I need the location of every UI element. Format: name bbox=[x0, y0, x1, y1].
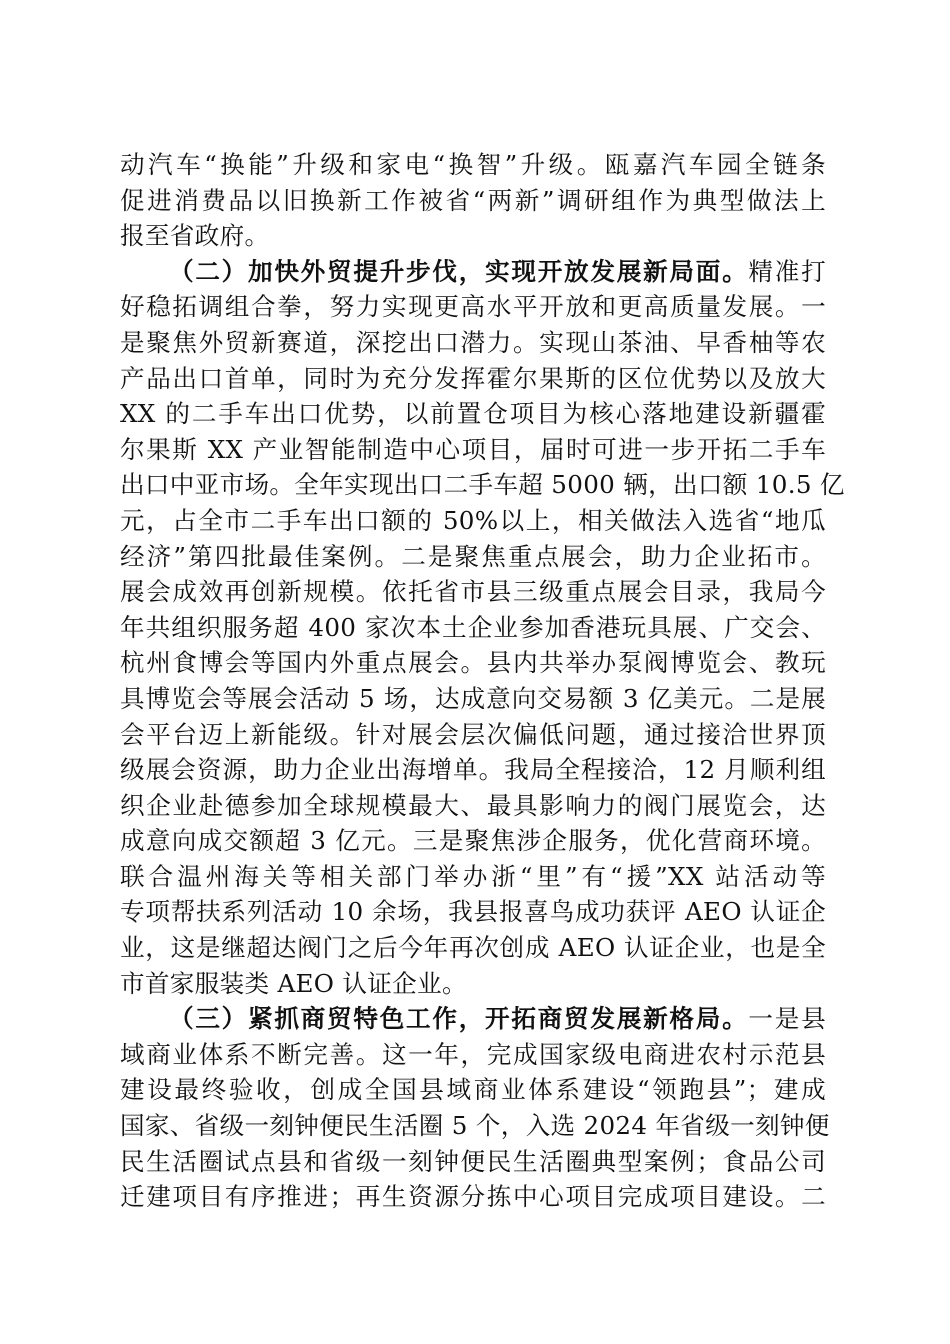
text-line: 出口中亚市场。全年实现出口二手车超 5000 辆，出口额 10.5 亿 bbox=[120, 470, 845, 500]
text-line: 建设最终验收，创成全国县域商业体系建设“领跑县”；建成 bbox=[120, 1075, 826, 1105]
text-line: 尔果斯 XX 产业智能制造中心项目，届时可进一步开拓二手车 bbox=[120, 434, 826, 464]
section-heading-3: （三）紧抓商贸特色工作，开拓商贸发展新格局。 bbox=[169, 1004, 749, 1034]
text-line: 迁建项目有序推进；再生资源分拣中心项目完成项目建设。二 bbox=[120, 1182, 826, 1212]
text-line: 成意向成交额超 3 亿元。三是聚焦涉企服务，优化营商环境。 bbox=[120, 826, 826, 856]
text-line: 动汽车“换能”升级和家电“换智”升级。瓯嘉汽车园全链条 bbox=[120, 150, 826, 179]
text-segment: 精准打 bbox=[748, 256, 826, 286]
section-heading-line bbox=[120, 254, 826, 290]
text-line: 报至省政府。 bbox=[120, 221, 270, 251]
text-line: 产品出口首单，同时为充分发挥霍尔果斯的区位优势以及放大 bbox=[120, 363, 826, 393]
section-heading-line bbox=[120, 1001, 826, 1037]
text-line: 联合温州海关等相关部门举办浙“里”有“援”XX 站活动等 bbox=[120, 861, 826, 891]
text-line: 杭州食博会等国内外重点展会。县内共举办泵阀博览会、教玩 bbox=[120, 648, 826, 678]
text-line: 织企业赴德参加全球规模最大、最具影响力的阀门展览会，达 bbox=[120, 790, 826, 820]
text-line: 国家、省级一刻钟便民生活圈 5 个，入选 2024 年省级一刻钟便 bbox=[120, 1111, 830, 1141]
text-line: 促进消费品以旧换新工作被省“两新”调研组作为典型做法上 bbox=[120, 185, 826, 215]
text-line: 级展会资源，助力企业出海增单。我局全程接洽，12 月顺利组 bbox=[120, 755, 826, 785]
text-line: 元，占全市二手车出口额的 50%以上，相关做法入选省“地瓜 bbox=[120, 505, 826, 535]
text-line: 具博览会等展会活动 5 场，达成意向交易额 3 亿美元。二是展 bbox=[120, 683, 826, 713]
text-line: 域商业体系不断完善。这一年，完成国家级电商进农村示范县 bbox=[120, 1039, 826, 1069]
text-line: 是聚焦外贸新赛道，深挖出口潜力。实现山茶油、早香柚等农 bbox=[120, 327, 826, 357]
text-segment: 一是县 bbox=[748, 1004, 826, 1034]
text-line: 经济”第四批最佳案例。二是聚焦重点展会，助力企业拓市。 bbox=[120, 541, 826, 571]
text-line: 好稳拓调组合拳，努力实现更高水平开放和更高质量发展。一 bbox=[120, 292, 826, 322]
text-line: 展会成效再创新规模。依托省市县三级重点展会目录，我局今 bbox=[120, 577, 826, 607]
text-line: 民生活圈试点县和省级一刻钟便民生活圈典型案例；食品公司 bbox=[120, 1146, 826, 1176]
text-line: 市首家服装类 AEO 认证企业。 bbox=[120, 968, 467, 998]
text-line: XX 的二手车出口优势，以前置仓项目为核心落地建设新疆霍 bbox=[120, 399, 826, 429]
text-line: 年共组织服务超 400 家次本土企业参加香港玩具展、广交会、 bbox=[120, 612, 826, 642]
text-line: 会平台迈上新能级。针对展会层次偏低问题，通过接洽世界顶 bbox=[120, 719, 826, 749]
document-body bbox=[120, 147, 845, 1215]
text-line: 专项帮扶系列活动 10 余场，我县报喜鸟成功获评 AEO 认证企 bbox=[120, 897, 826, 927]
section-heading-2: （二）加快外贸提升步伐，实现开放发展新局面。 bbox=[169, 256, 749, 286]
text-line: 业，这是继超达阀门之后今年再次创成 AEO 认证企业，也是全 bbox=[120, 933, 826, 963]
